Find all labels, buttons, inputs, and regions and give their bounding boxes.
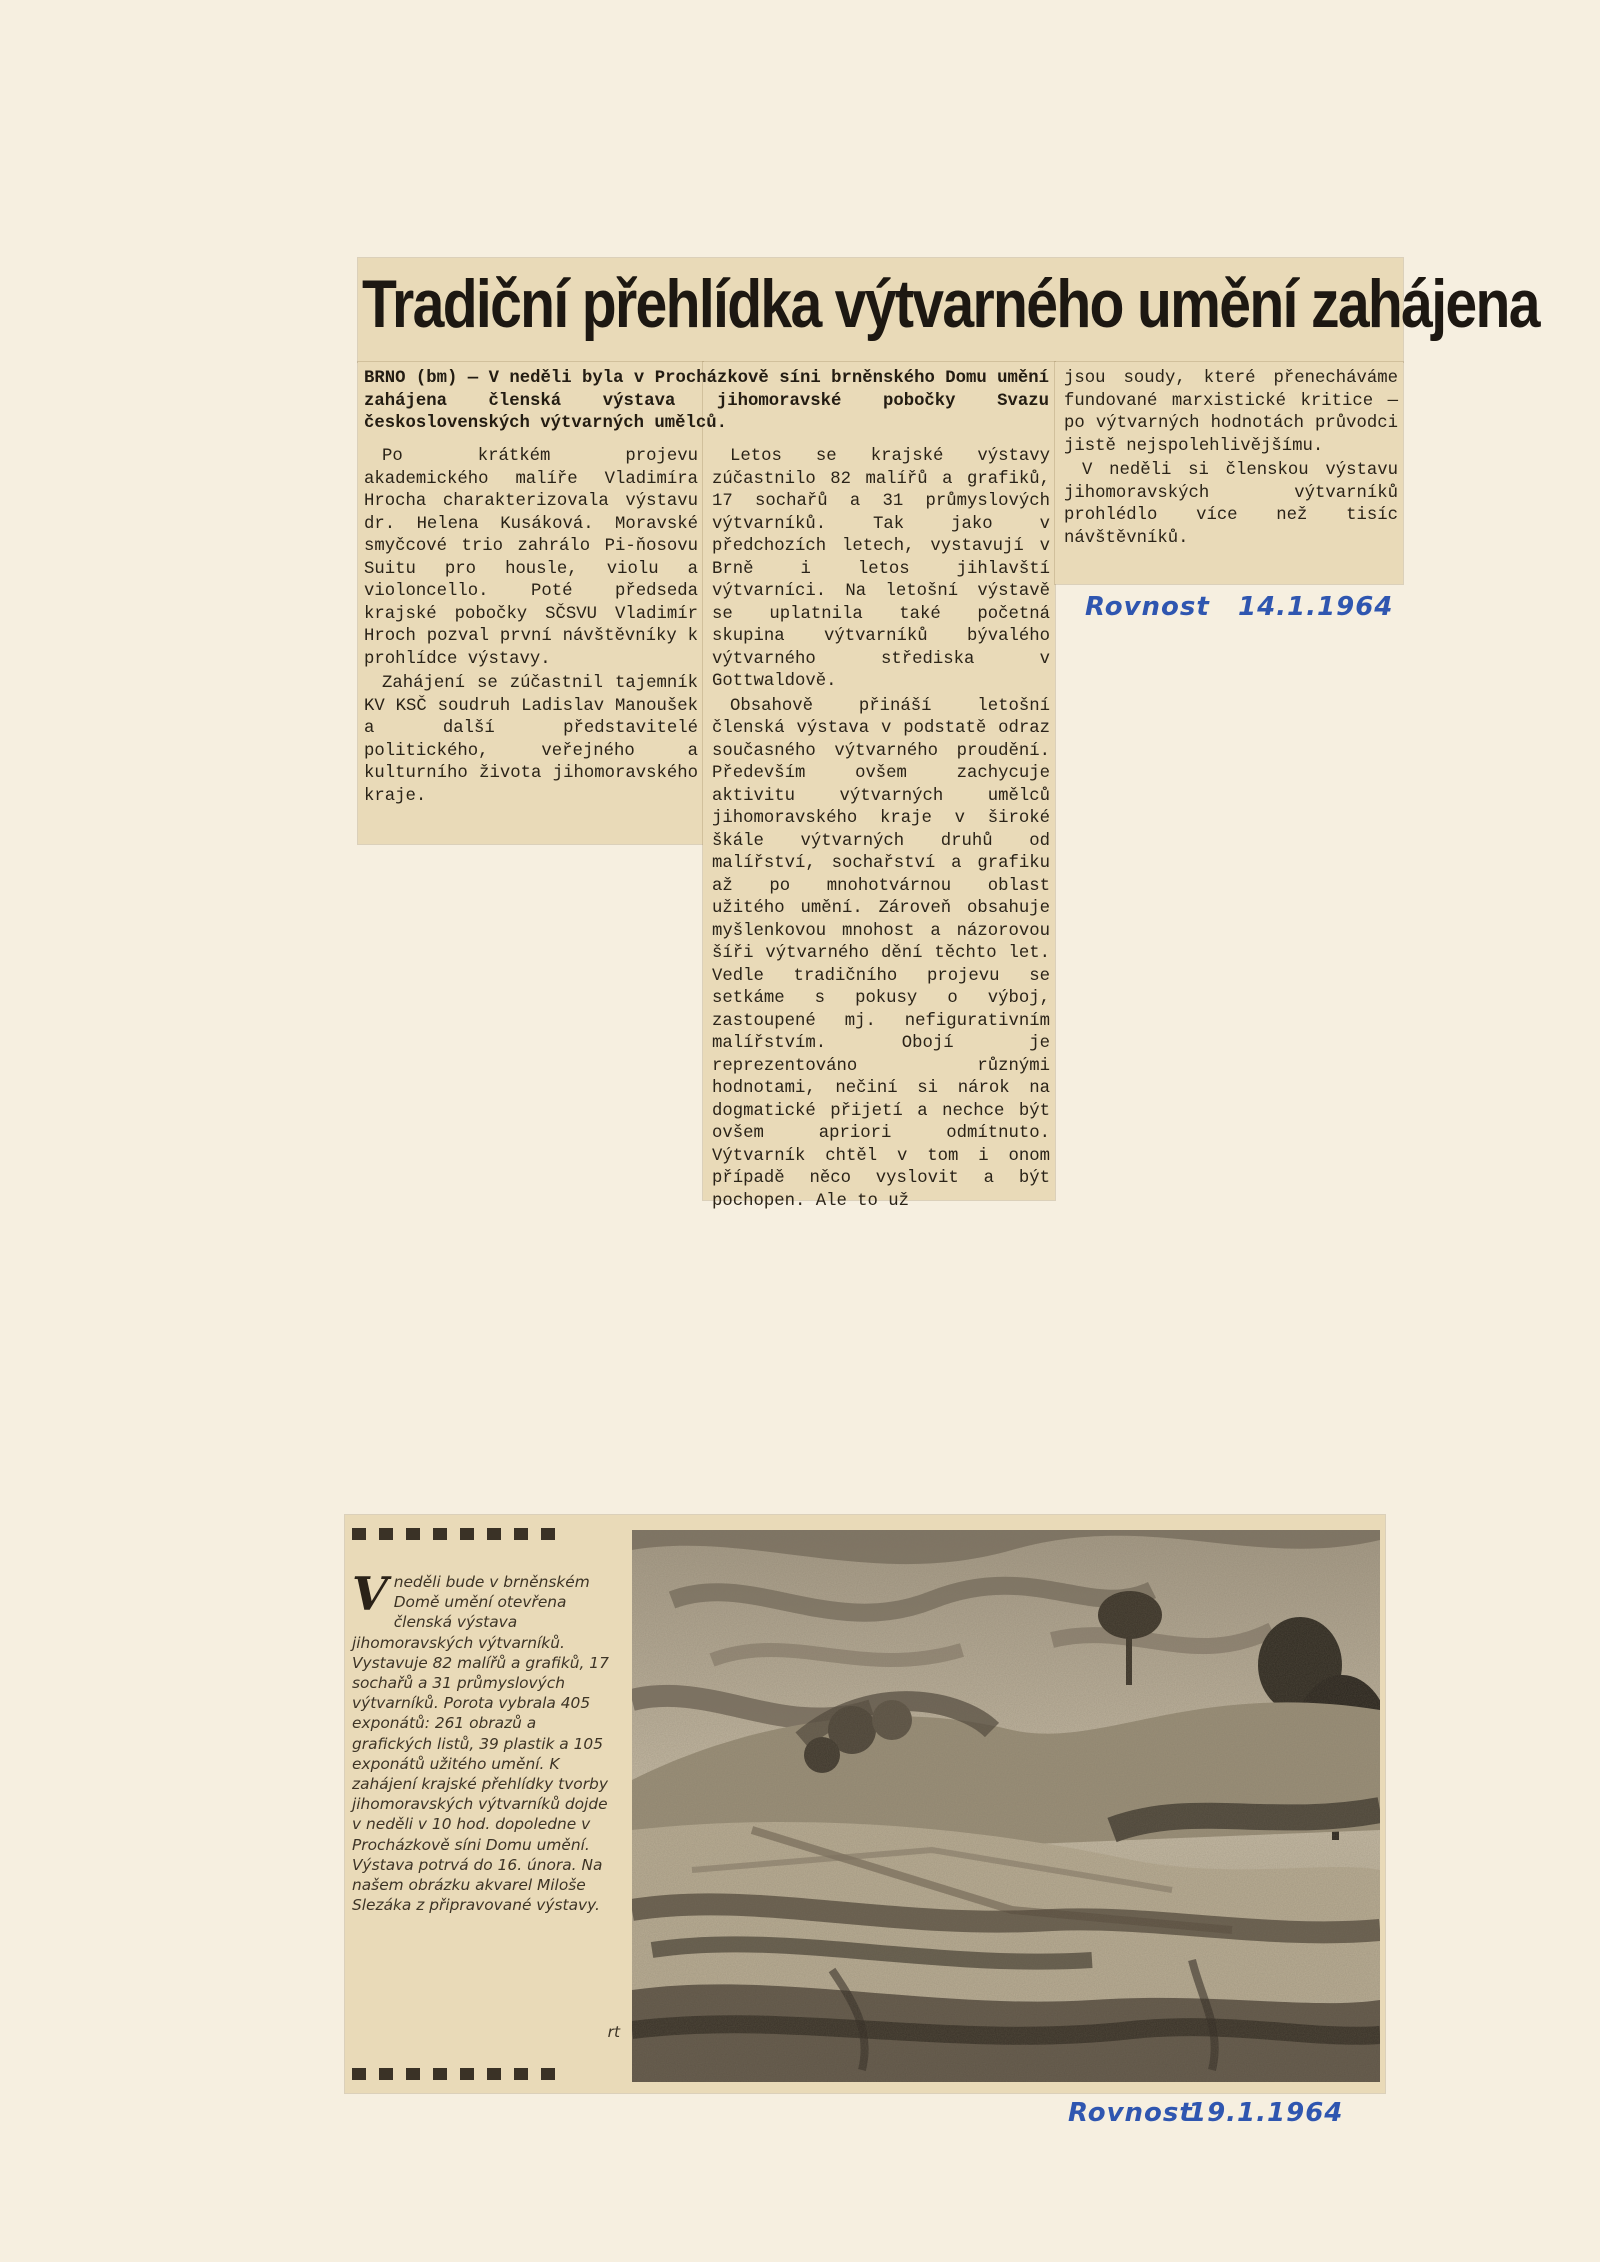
notice-dropcap: V [352,1567,388,1621]
decorative-squares-top [352,1528,555,1540]
annotation-source-1: Rovnost [1085,592,1210,622]
decorative-squares-bottom [352,2068,555,2080]
article-column-2 [712,446,1050,1215]
article-lede: BRNO (bm) — V neděli byla v Procházkově síni brněnského Domu umění zahájena členská výstava jihomoravské pobočky Svazu československých výtvarných umělců. [364,369,1049,433]
column-3-paragraph: jsou soudy, které přenecháváme fundované marxistické kritice — po výtvarných hodnotách průvodci jistě nejspolehlivějšímu. [1064,369,1398,456]
column-1-paragraph: Po krátkém projevu akademického malíře Vladimíra Hrocha charakterizovala výstavu dr. Helena Kusáková. Moravské smyčcové trio zahrálo Pi-ňosovu Suitu pro housle, violu a violoncello. Poté předseda krajské pobočky SČSVU Vladimír Hroch pozval první návštěvníky k prohlídce výstavy. [364,447,698,669]
article-headline: Tradiční přehlídka výtvarného umění zahájena [362,266,1539,342]
watercolor-landscape-image [632,1530,1380,2082]
column-2-paragraph: Obsahově přináší letošní členská výstava v podstatě odraz současného výtvarného proudění. Především ovšem zachycuje aktivitu výtvarných umělců jihomoravského kraje v široké škále výtvarných druhů od malířství, sochařství a grafiku až po mnohotvárnou oblast užitého umění. Zároveň obsahuje myšlenkovou mnohost a názorovou šíři výtvarného dění těchto let. Vedle tradičního projevu se setkáme s pokusy o výboj, zastoupené mj. nefigurativním malířstvím. Obojí je reprezentováno různými hodnotami, nečiní si nárok na dogmatické přijetí a nechce být ovšem apriori odmítnuto. Výtvarník chtěl v tom i onom případě něco vyslovit a být pochopen. Ale to už [712,696,1050,1211]
annotation-source-2: Rovnost [1068,2098,1193,2128]
article-column-1 [364,446,698,810]
article-column-3 [1064,368,1398,552]
annotation-date-2: 19.1.1964 [1188,2098,1344,2128]
notice-body: neděli bude v brněnském Domě umění otevřena členská výstava jihomoravských výtvarníků. Vystavuje 82 malířů a grafiků, 17 sochařů a 31 průmyslových výtvarníků. Porota vybrala 405 exponátů: 261 obrazů a grafických listů, 39 plastik a 105 exponátů užitého umění. K zahájení krajské přehlídky tvorby jihomoravských výtvarníků dojde v neděli v 10 hod. dopoledne v Procházkově síni Domu umění. Výstava potrvá do 16. února. Na našem obrázku akvarel Miloše Slezáka z připravované výstavy. [352,1573,609,1915]
column-3-paragraph: V neděli si členskou výstavu jihomoravských výtvarníků prohlédlo více než tisíc návštěvníků. [1064,461,1398,548]
notice-text [352,1567,620,2042]
notice-signature: rt [607,2022,620,2041]
column-1-paragraph: Zahájení se zúčastnil tajemník KV KSČ soudruh Ladislav Manoušek a další představitelé politického, veřejného a kulturního života jihomoravského kraje. [364,674,698,806]
column-2-paragraph: Letos se krajské výstavy zúčastnilo 82 malířů a grafiků, 17 sochařů a 31 průmyslových výtvarníků. Tak jako v předchozích letech, vystavují v Brně i letos jihlavští výtvarníci. Na letošní výstavě se uplatnila také početná skupina výtvarníků bývalého výtvarného střediska v Gottwaldově. [712,447,1050,691]
annotation-date-1: 14.1.1964 [1238,592,1394,622]
